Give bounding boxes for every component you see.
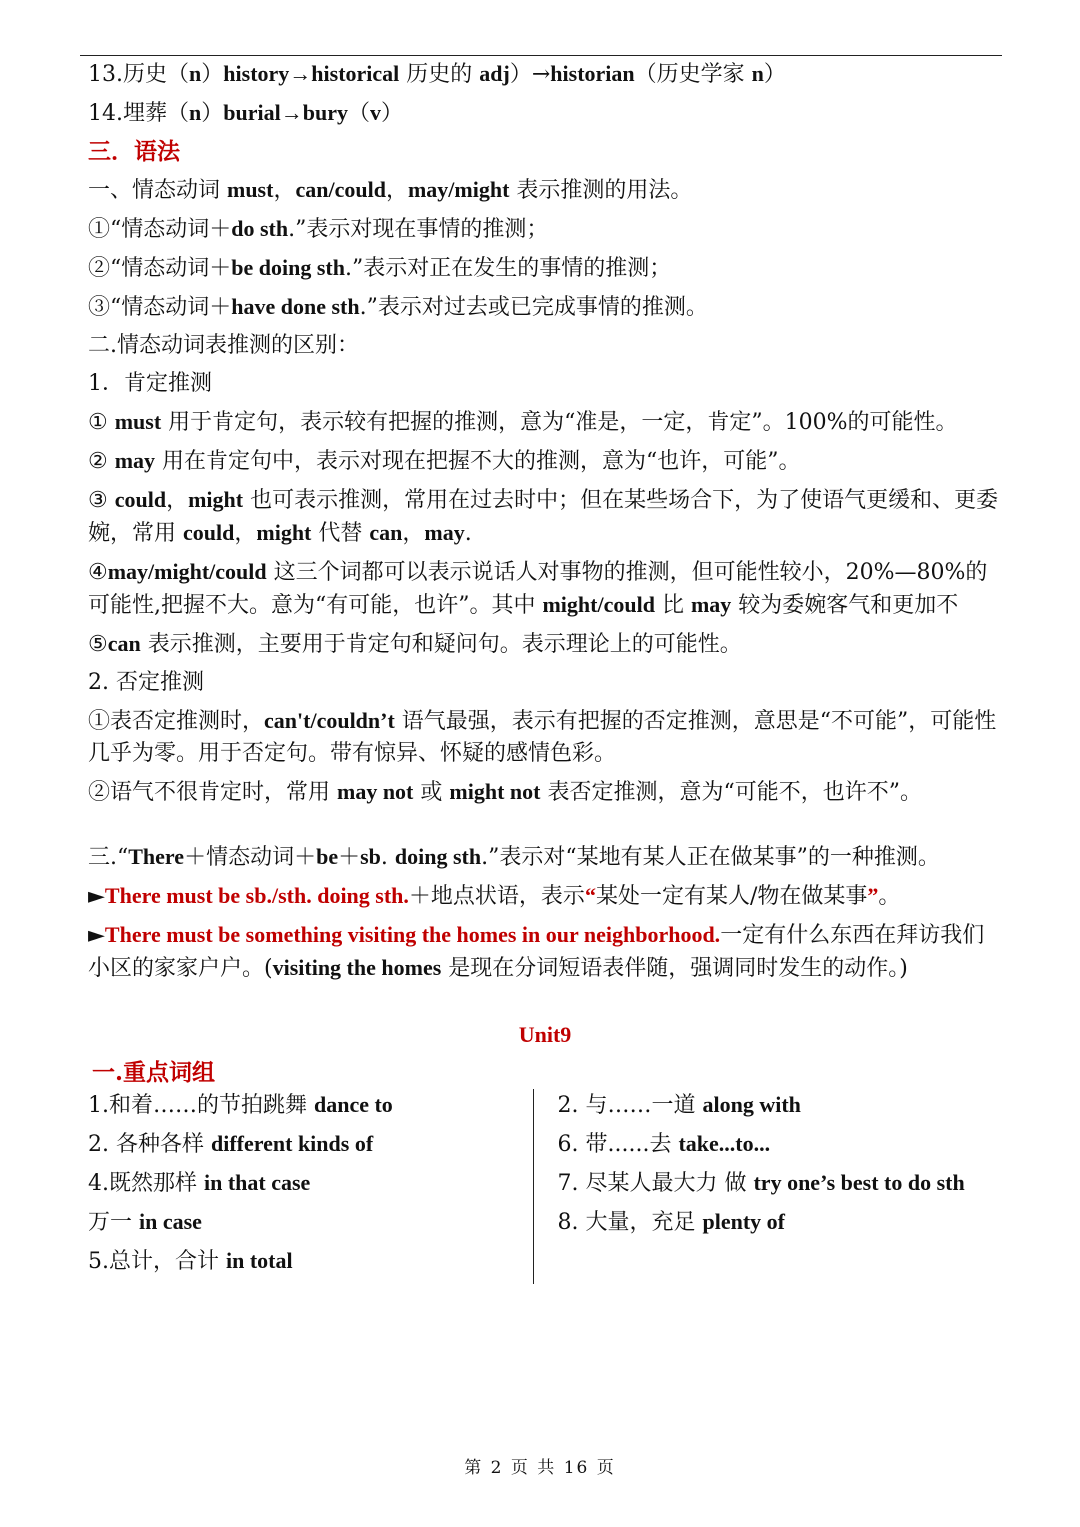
grammar-line-6: 1．肯定推测 — [88, 371, 212, 396]
header-rule — [80, 55, 1002, 56]
phrase-table — [88, 1089, 1002, 1284]
grammar-line-11: ⑤can 表示推测，主要用于肯定句和疑问句。表示理论上的可能性。 — [88, 631, 742, 657]
grammar-line-15: 三.“There＋情态动词＋be＋sb. doing sth.”表示对“某地有某人正在做某事”的一种推测。 — [88, 844, 940, 870]
grammar-line-4: ③“情态动词＋have done sth.”表示对过去或已完成事情的推测。 — [88, 294, 708, 320]
page-footer: 第 2 页 共 16 页 — [464, 1458, 616, 1478]
grammar-line-14: ②语气不很肯定时，常用 may not 或 might not 表否定推测，意为“可能不，也许不”。 — [88, 779, 922, 805]
phrase-column-left — [88, 1089, 533, 1284]
grammar-line-7: ① must 用于肯定句，表示较有把握的推测，意为“准是，一定，肯定”。100%的可能性。 — [88, 409, 958, 435]
grammar-line-2: ①“情态动词＋do sth.”表示对现在事情的推测； — [88, 216, 549, 242]
phrase-item: 2. 各种各样 different kinds of — [88, 1131, 374, 1157]
phrase-item: 6. 带......去 take...to... — [557, 1131, 771, 1157]
grammar-line-1: 一、情态动词 must，can/could，may/might 表示推测的用法。 — [88, 177, 693, 203]
grammar-line-8: ② may 用在肯定句中，表示对现在把握不大的推测，意为“也许，可能”。 — [88, 448, 801, 474]
phrase-item: 7. 尽某人最大力 做 try one’s best to do sth — [557, 1170, 965, 1196]
grammar-section-title: 三．语法 — [88, 138, 180, 165]
grammar-line-12: 2. 否定推测 — [88, 670, 204, 695]
phrase-item: 5.总计，合计 in total — [88, 1248, 293, 1274]
phrase-item: 4.既然那样 in that case — [88, 1170, 311, 1196]
grammar-line-5: 二.情态动词表推测的区别： — [88, 333, 359, 358]
grammar-line-3: ②“情态动词＋be doing sth.”表示对正在发生的事情的推测； — [88, 255, 672, 281]
grammar-line-9: ③ could，might 也可表示推测，常用在过去时中；但在某些场合下，为了使语气更缓和、更委婉，常用 could，might 代替 can，may. — [88, 487, 999, 546]
phrase-item: 1.和着……的节拍跳舞 dance to — [88, 1092, 393, 1118]
unit-title: Unit9 — [518, 1022, 572, 1047]
phrase-section-title: 一.重点词组 — [92, 1059, 216, 1086]
spacer — [88, 815, 1002, 841]
phrase-item: 万一 in case — [88, 1209, 202, 1235]
vocab-item-14: 14.埋葬（n）burial→bury（v） — [88, 100, 404, 126]
vocab-item-13: 13.历史（n）history→historical 历史的 adj）→historian（历史学家 n） — [88, 61, 786, 87]
phrase-column-right — [533, 1089, 1003, 1284]
grammar-line-16: ►There must be sb./sth. doing sth.＋地点状语，表示“某处一定有某人/物在做某事”。 — [88, 883, 901, 909]
phrase-item: 2. 与……一道 along with — [557, 1092, 801, 1118]
grammar-line-13: ①表否定推测时，can't/couldn’t 语气最强，表示有把握的否定推测，意思是“不可能”，可能性几乎为零。用于否定句。带有惊异、怀疑的感情色彩。 — [88, 708, 997, 766]
grammar-line-17: ►There must be something visiting the homes in our neighborhood.一定有什么东西在拜访我们小区的家家户户。(visiting the homes 是现在分词短语表伴随，强调同时发生的动作。) — [88, 922, 985, 981]
phrase-item: 8. 大量，充足 plenty of — [557, 1209, 785, 1235]
document-body — [88, 58, 1002, 1284]
grammar-line-10: ④may/might/could 这三个词都可以表示说话人对事物的推测，但可能性较小，20%—80%的可能性,把握不大。意为“有可能，也许”。其中 might/could 比 may 较为委婉客气和更加不 — [88, 559, 988, 618]
